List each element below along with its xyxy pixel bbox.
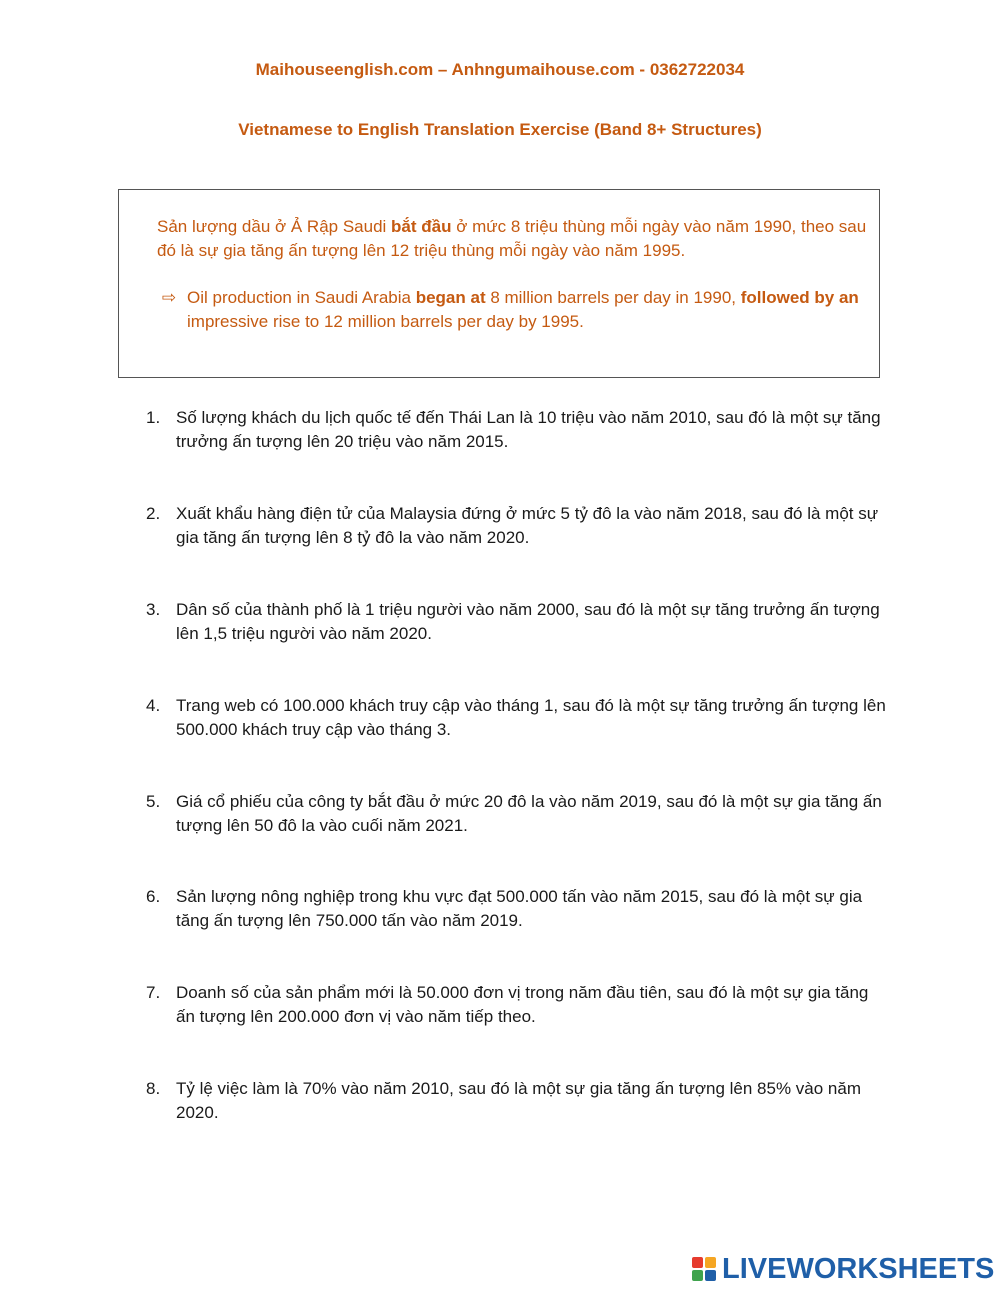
exercise-item [146, 406, 886, 454]
example-en-text-2: 8 million barrels per day in 1990, [485, 288, 741, 307]
item-number: 2. [146, 504, 161, 523]
logo-square-icon [692, 1270, 703, 1281]
item-text: Doanh số của sản phẩm mới là 50.000 đơn vị trong năm đầu tiên, sau đó là một sự gia tăng ấn tượng lên 200.000 đơn vị vào năm tiếp theo. [176, 983, 869, 1026]
example-en-bold-2: followed by an [740, 288, 859, 307]
item-number: 8. [146, 1079, 161, 1098]
example-vi-bold: bắt đầu [391, 217, 452, 236]
item-text: Số lượng khách du lịch quốc tế đến Thái Lan là 10 triệu vào năm 2010, sau đó là một sự tăng trưởng ấn tượng lên 20 triệu vào năm 2015. [176, 408, 881, 451]
exercise-item [146, 694, 886, 742]
example-en-text-3: impressive rise to 12 million barrels per day by 1995. [187, 312, 584, 331]
example-vi-text-2: ở mức 8 triệu thùng mỗi ngày vào năm 1990, theo sau đó là sự gia tăng ấn tượng lên 12 triệu thùng mỗi ngày vào năm 1995. [157, 217, 867, 260]
item-number: 3. [146, 600, 161, 619]
item-number: 6. [146, 887, 161, 906]
item-number: 5. [146, 792, 161, 811]
item-text: Tỷ lệ việc làm là 70% vào năm 2010, sau đó là một sự gia tăng ấn tượng lên 85% vào năm 2020. [176, 1079, 862, 1122]
liveworksheets-logo [692, 1254, 994, 1284]
arrow-right-icon: ⇨ [161, 288, 177, 307]
example-english [157, 286, 875, 334]
example-vi-text-1: Sản lượng dầu ở Ả Rập Saudi [157, 217, 392, 236]
logo-square-icon [705, 1257, 716, 1268]
exercise-item [146, 502, 886, 550]
item-number: 1. [146, 408, 161, 427]
exercise-item [146, 885, 886, 933]
logo-mark-icon [692, 1257, 716, 1281]
item-text: Dân số của thành phố là 1 triệu người vào năm 2000, sau đó là một sự tăng trưởng ấn tượng lên 1,5 triệu người vào năm 2020. [176, 600, 880, 643]
item-text: Giá cổ phiếu của công ty bắt đầu ở mức 20 đô la vào năm 2019, sau đó là một sự gia tăng ấn tượng lên 50 đô la vào cuối năm 2021. [176, 792, 882, 835]
exercise-item [146, 1077, 886, 1125]
logo-square-icon [692, 1257, 703, 1268]
exercise-item [146, 981, 886, 1029]
item-number: 7. [146, 983, 161, 1002]
site-line: Maihouseenglish.com – Anhngumaihouse.com - 0362722034 [255, 60, 745, 79]
logo-text: LIVEWORKSHEETS [722, 1252, 995, 1285]
exercise-item [146, 790, 886, 838]
item-text: Trang web có 100.000 khách truy cập vào tháng 1, sau đó là một sự tăng trưởng ấn tượng lên 500.000 khách truy cập vào tháng 3. [176, 696, 886, 739]
example-en-text-1: Oil production in Saudi Arabia [187, 288, 416, 307]
item-number: 4. [146, 696, 161, 715]
exercise-title: Vietnamese to English Translation Exercise (Band 8+ Structures) [238, 120, 762, 139]
example-en-bold-1: began at [415, 288, 486, 307]
logo-square-icon [705, 1270, 716, 1281]
item-text: Xuất khẩu hàng điện tử của Malaysia đứng ở mức 5 tỷ đô la vào năm 2018, sau đó là một sự gia tăng ấn tượng lên 8 tỷ đô la vào năm 2020. [176, 504, 879, 547]
example-box [118, 189, 880, 378]
exercise-item [146, 598, 886, 646]
example-english-text [157, 286, 875, 334]
item-text: Sản lượng nông nghiệp trong khu vực đạt 500.000 tấn vào năm 2015, sau đó là một sự gia tăng ấn tượng lên 750.000 tấn vào năm 2019. [176, 887, 863, 930]
example-vietnamese [157, 215, 867, 263]
